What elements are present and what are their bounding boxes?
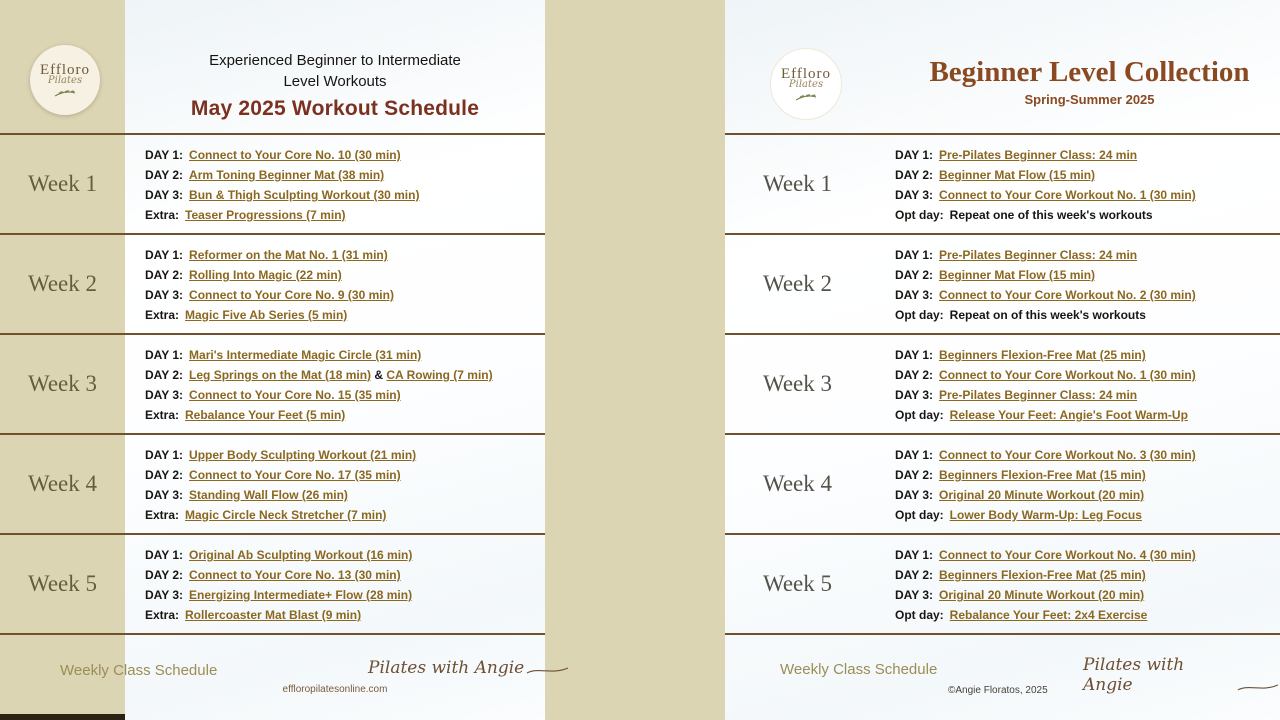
week-content — [125, 535, 545, 633]
day-label: Opt day: — [895, 608, 944, 622]
day-label: DAY 3: — [895, 488, 934, 502]
workout-link[interactable]: Connect to Your Core Workout No. 4 (30 min) — [939, 548, 1196, 562]
day-label: DAY 3: — [895, 388, 934, 402]
left-subtitle-line1: Experienced Beginner to Intermediate — [209, 52, 461, 69]
workout-link[interactable]: Connect to Your Core Workout No. 2 (30 min) — [939, 288, 1196, 302]
workout-line — [895, 605, 1276, 625]
workout-line — [145, 605, 541, 625]
logo-wordmark: Effloro — [39, 61, 91, 78]
week-content — [870, 535, 1280, 633]
effloro-logo — [30, 45, 100, 115]
workout-link[interactable]: Connect to Your Core Workout No. 1 (30 min) — [939, 368, 1196, 382]
workout-link[interactable]: Bun & Thigh Sculpting Workout (30 min) — [189, 188, 420, 202]
leaf-icon — [794, 91, 818, 102]
signature-text: Pilates with Angie — [368, 658, 525, 678]
week-content — [870, 435, 1280, 533]
left-week-table — [0, 133, 545, 635]
workout-link[interactable]: Connect to Your Core No. 10 (30 min) — [189, 148, 401, 162]
workout-link[interactable]: Original Ab Sculpting Workout (16 min) — [189, 548, 413, 562]
logo-script-word: Pilates — [788, 78, 824, 90]
week-content — [125, 435, 545, 533]
day-label: DAY 1: — [145, 448, 184, 462]
week-content — [870, 335, 1280, 433]
leaf-icon — [53, 87, 77, 98]
left-footer-label: Weekly Class Schedule — [60, 662, 218, 679]
day-label: DAY 3: — [145, 388, 184, 402]
week-row — [725, 333, 1280, 433]
workout-link[interactable]: Rolling Into Magic (22 min) — [189, 268, 342, 282]
workout-line — [895, 165, 1276, 185]
day-label: DAY 2: — [895, 368, 934, 382]
week-content — [125, 335, 545, 433]
day-label: DAY 1: — [895, 448, 934, 462]
day-label: DAY 1: — [145, 348, 184, 362]
workout-line — [895, 465, 1276, 485]
day-label: DAY 3: — [895, 588, 934, 602]
logo-script-word: Pilates — [47, 74, 83, 86]
left-header — [125, 0, 545, 121]
workout-link[interactable]: Lower Body Warm-Up: Leg Focus — [949, 508, 1142, 522]
workout-link[interactable]: Beginners Flexion-Free Mat (15 min) — [939, 468, 1146, 482]
right-header — [905, 56, 1274, 107]
workout-line — [145, 285, 541, 305]
workout-line — [895, 145, 1276, 165]
right-subtitle: Spring-Summer 2025 — [1024, 92, 1155, 107]
workout-line — [895, 285, 1276, 305]
workout-link[interactable]: Beginner Mat Flow (15 min) — [939, 168, 1096, 182]
week-label: Week 4 — [27, 471, 98, 496]
workout-link[interactable]: Pre-Pilates Beginner Class: 24 min — [939, 388, 1138, 402]
workout-link[interactable]: Upper Body Sculpting Workout (21 min) — [189, 448, 417, 462]
day-label: DAY 2: — [145, 368, 184, 382]
day-label: Extra: — [145, 508, 180, 522]
day-label: DAY 1: — [895, 148, 934, 162]
week-label: Week 5 — [762, 571, 833, 596]
right-page-title: Beginner Level Collection — [929, 56, 1250, 88]
workout-link[interactable]: Release Your Feet: Angie's Foot Warm-Up — [949, 408, 1188, 422]
workout-link[interactable]: Connect to Your Core No. 15 (35 min) — [189, 388, 401, 402]
workout-text: Repeat on of this week's workouts — [949, 308, 1146, 322]
workout-line — [145, 445, 541, 465]
workout-link[interactable]: Leg Springs on the Mat (18 min) — [189, 368, 372, 382]
workout-text: Repeat one of this week's workouts — [949, 208, 1153, 222]
workout-link[interactable]: Reformer on the Mat No. 1 (31 min) — [189, 248, 388, 262]
workout-line — [145, 465, 541, 485]
week-row — [0, 133, 545, 233]
week-content — [870, 235, 1280, 333]
workout-line — [145, 585, 541, 605]
workout-line — [895, 205, 1276, 225]
week-label: Week 3 — [762, 371, 833, 396]
workout-line — [145, 485, 541, 505]
day-label: DAY 2: — [145, 568, 184, 582]
workout-link[interactable]: Magic Circle Neck Stretcher (7 min) — [185, 508, 387, 522]
workout-line — [895, 485, 1276, 505]
workout-link[interactable]: Connect to Your Core No. 9 (30 min) — [189, 288, 394, 302]
workout-link[interactable]: Pre-Pilates Beginner Class: 24 min — [939, 148, 1138, 162]
week-label: Week 2 — [762, 271, 833, 296]
right-footer-label: Weekly Class Schedule — [780, 661, 938, 678]
day-label: DAY 2: — [145, 468, 184, 482]
workout-text: & — [371, 368, 387, 382]
day-label: DAY 2: — [895, 568, 934, 582]
week-label: Week 2 — [27, 271, 98, 296]
week-label: Week 1 — [27, 171, 98, 196]
workout-link[interactable]: Beginners Flexion-Free Mat (25 min) — [939, 568, 1146, 582]
week-label: Week 5 — [27, 571, 98, 596]
day-label: DAY 1: — [145, 548, 184, 562]
workout-line — [145, 305, 541, 325]
workout-line — [145, 165, 541, 185]
day-label: Extra: — [145, 608, 180, 622]
day-label: DAY 2: — [895, 268, 934, 282]
workout-link[interactable]: Connect to Your Core Workout No. 1 (30 min) — [939, 188, 1196, 202]
workout-link[interactable]: Magic Five Ab Series (5 min) — [185, 308, 348, 322]
day-label: Extra: — [145, 308, 180, 322]
workout-line — [145, 505, 541, 525]
day-label: Extra: — [145, 208, 180, 222]
signature-text: Pilates with Angie — [1083, 655, 1185, 695]
week-label: Week 4 — [762, 471, 833, 496]
day-label: DAY 2: — [895, 468, 934, 482]
signature-swoosh-icon — [526, 664, 570, 676]
workout-line — [145, 365, 541, 385]
day-label: DAY 3: — [145, 288, 184, 302]
week-content — [125, 135, 545, 233]
workout-line — [145, 385, 541, 405]
day-label: DAY 1: — [895, 548, 934, 562]
week-row — [725, 233, 1280, 333]
workout-link[interactable]: Energizing Intermediate+ Flow (28 min) — [189, 588, 413, 602]
day-label: DAY 3: — [895, 288, 934, 302]
day-label: DAY 1: — [895, 348, 934, 362]
workout-link[interactable]: Connect to Your Core No. 13 (30 min) — [189, 568, 401, 582]
workout-link[interactable]: Mari's Intermediate Magic Circle (31 min) — [189, 348, 422, 362]
workout-link[interactable]: Beginner Mat Flow (15 min) — [939, 268, 1096, 282]
workout-line — [145, 185, 541, 205]
workout-line — [145, 345, 541, 365]
week-row — [0, 233, 545, 333]
day-label: DAY 1: — [895, 248, 934, 262]
workout-link[interactable]: Rebalance Your Feet (5 min) — [185, 408, 346, 422]
workout-link[interactable]: Rollercoaster Mat Blast (9 min) — [185, 608, 362, 622]
week-row — [725, 433, 1280, 533]
workout-line — [895, 345, 1276, 365]
week-row — [725, 533, 1280, 633]
workout-line — [145, 405, 541, 425]
website-url: effloropilatesonline.com — [282, 684, 388, 695]
left-signature — [368, 658, 570, 678]
week-content — [870, 135, 1280, 233]
day-label: DAY 3: — [895, 188, 934, 202]
day-label: DAY 2: — [895, 168, 934, 182]
week-label: Week 3 — [27, 371, 98, 396]
week-content — [125, 235, 545, 333]
week-row — [0, 433, 545, 533]
day-label: Opt day: — [895, 408, 944, 422]
workout-line — [895, 305, 1276, 325]
workout-line — [895, 405, 1276, 425]
workout-link[interactable]: Connect to Your Core Workout No. 3 (30 min) — [939, 448, 1196, 462]
workout-line — [895, 565, 1276, 585]
workout-line — [145, 265, 541, 285]
week-row — [0, 333, 545, 433]
workout-link[interactable]: Rebalance Your Feet: 2x4 Exercise — [949, 608, 1148, 622]
workout-line — [145, 205, 541, 225]
week-label: Week 1 — [762, 171, 833, 196]
day-label: DAY 2: — [145, 168, 184, 182]
logo-wordmark: Effloro — [780, 65, 832, 82]
workout-line — [895, 505, 1276, 525]
day-label: DAY 3: — [145, 188, 184, 202]
effloro-logo — [770, 48, 842, 120]
workout-link[interactable]: Pre-Pilates Beginner Class: 24 min — [939, 248, 1138, 262]
workout-link[interactable]: Teaser Progressions (7 min) — [185, 208, 346, 222]
workout-link[interactable]: CA Rowing (7 min) — [386, 368, 493, 382]
workout-line — [895, 385, 1276, 405]
workout-line — [895, 365, 1276, 385]
workout-link[interactable]: Arm Toning Beginner Mat (38 min) — [189, 168, 385, 182]
day-label: Extra: — [145, 408, 180, 422]
week-row — [0, 533, 545, 633]
workout-line — [145, 145, 541, 165]
accent-bar-bottom-left — [0, 714, 125, 720]
workout-line — [895, 545, 1276, 565]
day-label: DAY 3: — [145, 588, 184, 602]
workout-line — [895, 245, 1276, 265]
day-label: DAY 2: — [145, 268, 184, 282]
left-subtitle — [125, 50, 545, 92]
workout-link[interactable]: Standing Wall Flow (26 min) — [189, 488, 348, 502]
day-label: Opt day: — [895, 308, 944, 322]
left-subtitle-line2: Level Workouts — [283, 73, 387, 90]
workout-link[interactable]: Original 20 Minute Workout (20 min) — [939, 588, 1145, 602]
right-week-table — [725, 133, 1280, 635]
workout-link[interactable]: Connect to Your Core No. 17 (35 min) — [189, 468, 401, 482]
workout-line — [895, 445, 1276, 465]
workout-line — [895, 585, 1276, 605]
day-label: DAY 1: — [145, 248, 184, 262]
right-signature — [1083, 655, 1280, 695]
workout-line — [145, 565, 541, 585]
signature-swoosh-icon — [1237, 681, 1280, 693]
week-row — [725, 133, 1280, 233]
workout-line — [895, 185, 1276, 205]
day-label: DAY 1: — [145, 148, 184, 162]
workout-line — [145, 545, 541, 565]
copyright-notice: ©Angie Floratos, 2025 — [948, 685, 1048, 696]
left-page-title: May 2025 Workout Schedule — [190, 97, 480, 120]
workout-line — [145, 245, 541, 265]
day-label: Opt day: — [895, 208, 944, 222]
workout-link[interactable]: Original 20 Minute Workout (20 min) — [939, 488, 1145, 502]
workout-link[interactable]: Beginners Flexion-Free Mat (25 min) — [939, 348, 1146, 362]
day-label: Opt day: — [895, 508, 944, 522]
workout-line — [895, 265, 1276, 285]
day-label: DAY 3: — [145, 488, 184, 502]
